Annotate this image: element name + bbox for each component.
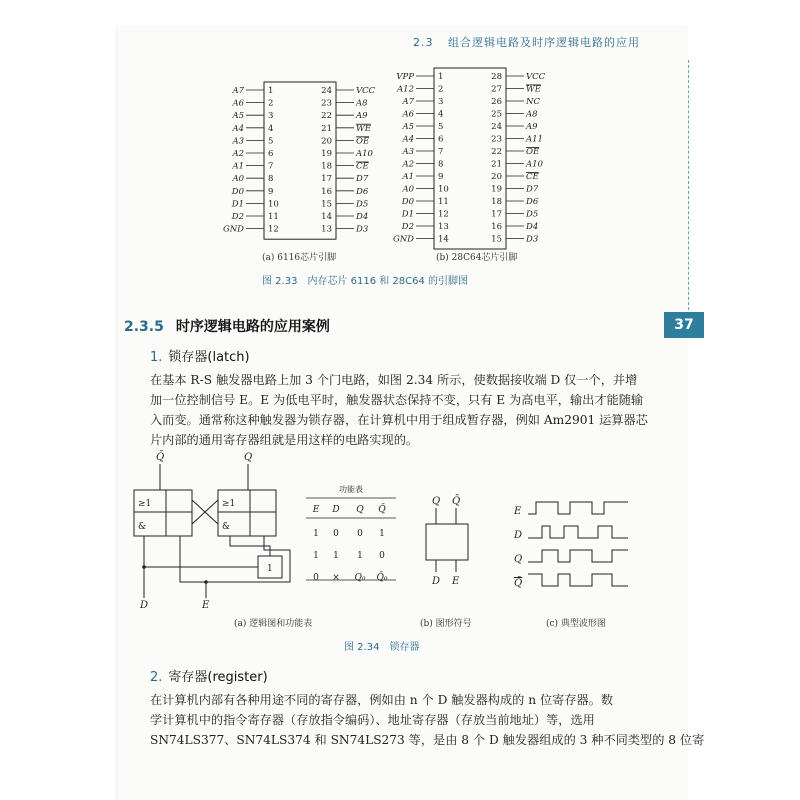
pin-number-right: 23 xyxy=(491,134,502,145)
pin-name-left: A3 xyxy=(402,147,414,157)
pin-name-right: D4 xyxy=(356,212,369,222)
pin-name-right: A11 xyxy=(526,134,543,145)
register-paragraph xyxy=(150,690,705,750)
pin-number-left: 8 xyxy=(438,159,444,170)
table-header-cell: Q xyxy=(356,505,364,515)
pin-number-right: 14 xyxy=(321,212,332,222)
table-cell: 1 xyxy=(357,551,363,561)
pin-name-right: A9 xyxy=(356,111,368,122)
pin-number-left: 3 xyxy=(268,111,274,122)
waveform-trace xyxy=(528,502,628,514)
pin-number-left: 5 xyxy=(268,136,274,147)
pin-name-left: D0 xyxy=(401,197,414,207)
pin-name-right: D5 xyxy=(356,199,369,210)
pin-name-right: A8 xyxy=(356,98,368,109)
pin-name-right: D6 xyxy=(356,186,369,197)
pin-name-right: OE xyxy=(356,136,370,147)
table-cell: 1 xyxy=(313,529,319,539)
margin-dashed-line xyxy=(688,60,689,310)
table-cell: × xyxy=(332,573,340,583)
waveform-label: D xyxy=(514,530,523,541)
or-gate-symbol: ≥1 xyxy=(222,499,236,509)
pin-number-left: 4 xyxy=(268,123,274,134)
pin-name-left: A6 xyxy=(232,98,244,109)
pin-name-left: A6 xyxy=(402,109,414,120)
latch-waveform-diagram xyxy=(514,496,634,592)
pin-number-right: 25 xyxy=(491,109,502,120)
pin-number-right: 19 xyxy=(321,149,332,159)
waveform-label: Q̄ xyxy=(514,578,523,589)
section-title-text: 时序逻辑电路的应用案例 xyxy=(175,319,330,335)
q-output-label: Q xyxy=(244,452,253,463)
pin-name-right: CE xyxy=(526,172,539,182)
pin-number-left: 9 xyxy=(268,186,274,197)
latch-graphic-symbol xyxy=(420,494,480,586)
pin-number-left: 14 xyxy=(438,234,449,245)
pin-number-right: 22 xyxy=(321,111,332,122)
section-number: 2.3.5 xyxy=(124,319,164,335)
pin-name-right: WE xyxy=(356,123,371,134)
caption-logic-and-table: (a) 逻辑图和功能表 xyxy=(234,619,313,629)
pin-name-left: A3 xyxy=(232,136,244,147)
pin-number-right: 21 xyxy=(491,159,502,170)
pin-number-left: 9 xyxy=(438,172,444,182)
figure-2-33-caption: 图 2.33 内存芯片 6116 和 28C64 的引脚图 xyxy=(262,276,469,287)
symbol-q-label: Q xyxy=(432,496,441,507)
pin-name-left: A1 xyxy=(402,172,414,182)
subsection-number: 2. xyxy=(150,670,163,685)
pin-name-right: D4 xyxy=(526,222,539,232)
waveform-label: Q xyxy=(514,554,523,565)
pin-name-right: D5 xyxy=(526,209,539,220)
symbol-d-label: D xyxy=(432,576,441,587)
pin-number-left: 3 xyxy=(438,97,444,107)
running-header xyxy=(118,34,640,50)
pin-name-right: WE xyxy=(526,84,541,95)
junction-dot xyxy=(204,580,208,584)
header-section-number: 2.3 xyxy=(413,36,434,49)
pin-name-left: A4 xyxy=(232,123,244,134)
pin-number-right: 17 xyxy=(491,209,502,220)
pin-number-right: 18 xyxy=(321,161,332,172)
symbol-e-label: E xyxy=(452,576,460,587)
chip-6116-caption: (a) 6116芯片引脚 xyxy=(262,253,337,263)
pin-name-left: A0 xyxy=(232,174,244,185)
pin-name-left: A5 xyxy=(402,122,414,132)
pin-name-right: VCC xyxy=(356,86,376,96)
pin-name-left: D0 xyxy=(231,186,244,197)
pin-name-left: A0 xyxy=(402,184,414,195)
and-gate-symbol: & xyxy=(138,522,147,532)
pin-number-right: 18 xyxy=(491,197,502,207)
table-header-cell: Q̄ xyxy=(378,505,386,515)
and-gate-symbol: & xyxy=(222,522,231,532)
pin-name-left: A7 xyxy=(232,86,244,96)
chip-28c64-diagram xyxy=(392,64,552,254)
section-heading xyxy=(124,316,330,336)
chip-6116-diagram xyxy=(222,78,376,248)
chip-28c64-caption: (b) 28C64芯片引脚 xyxy=(436,253,518,263)
table-cell: Q₀ xyxy=(354,573,366,583)
pin-name-right: A10 xyxy=(526,159,543,170)
table-header-cell: E xyxy=(312,505,320,515)
pin-number-left: 2 xyxy=(438,84,444,95)
table-cell: 1 xyxy=(379,529,385,539)
table-header-cell: D xyxy=(332,505,340,515)
subsection-title: 寄存器(register) xyxy=(168,670,268,685)
pin-number-left: 8 xyxy=(268,174,274,185)
pin-number-right: 22 xyxy=(491,147,502,157)
not-gate-symbol: 1 xyxy=(267,564,273,574)
pin-number-left: 12 xyxy=(438,209,449,220)
pin-number-left: 12 xyxy=(268,224,279,235)
pin-name-right: NC xyxy=(526,97,540,107)
pin-number-left: 7 xyxy=(438,147,444,157)
pin-name-right: D3 xyxy=(356,224,369,235)
pin-name-left: D2 xyxy=(231,212,244,222)
subsection-register-heading xyxy=(150,666,268,685)
pin-name-right: A8 xyxy=(526,109,538,120)
pin-number-left: 10 xyxy=(438,184,449,195)
pin-name-left: D1 xyxy=(401,209,414,220)
pin-number-right: 20 xyxy=(321,136,332,147)
table-cell: 0 xyxy=(313,573,319,583)
subsection-number: 1. xyxy=(150,350,163,365)
waveform-trace xyxy=(528,550,628,562)
table-cell: 0 xyxy=(333,529,339,539)
e-branch-wire xyxy=(206,536,290,582)
subsection-latch-heading xyxy=(150,346,250,365)
pin-name-left: D1 xyxy=(231,199,244,210)
pin-number-right: 19 xyxy=(491,184,502,195)
waveform-trace xyxy=(528,526,628,538)
paragraph-line: 在基本 R-S 触发器电路上加 3 个门电路，如图 2.34 所示，使数据接收端 D 仅一个，并增 xyxy=(150,373,638,387)
pin-name-right: OE xyxy=(526,147,540,157)
table-cell: 0 xyxy=(357,529,363,539)
pin-name-left: A2 xyxy=(232,149,244,159)
junction-dot xyxy=(142,565,146,569)
pin-number-left: 11 xyxy=(268,212,279,222)
pin-name-left: A2 xyxy=(402,159,414,170)
or-gate-symbol: ≥1 xyxy=(138,499,152,509)
pin-number-right: 17 xyxy=(321,174,332,185)
function-table xyxy=(306,484,396,584)
pin-number-left: 2 xyxy=(268,98,274,109)
pin-number-right: 28 xyxy=(491,72,502,82)
pin-number-left: 11 xyxy=(438,197,449,207)
pin-number-left: 10 xyxy=(268,199,279,210)
table-cell: Q̄₀ xyxy=(376,573,388,583)
caption-graphic-symbol: (b) 图形符号 xyxy=(420,619,472,629)
pin-name-right: D7 xyxy=(356,174,369,185)
pin-number-right: 20 xyxy=(491,172,502,182)
symbol-q-bar-label: Q̄ xyxy=(452,496,461,507)
pin-name-left: D2 xyxy=(401,222,414,232)
pin-number-right: 24 xyxy=(491,122,502,132)
table-cell: 0 xyxy=(379,551,385,561)
pin-number-left: 6 xyxy=(438,134,444,145)
pin-name-left: A5 xyxy=(232,111,244,122)
paragraph-line: SN74LS377、SN74LS374 和 SN74LS273 等，是由 8 个 D 触发器组成的 3 种不同类型的 8 位寄 xyxy=(150,733,705,747)
pin-number-right: 27 xyxy=(491,84,502,95)
pin-name-right: VCC xyxy=(526,72,546,82)
q-bar-output-label: Q̄ xyxy=(156,452,165,463)
caption-waveform: (c) 典型波形图 xyxy=(546,619,606,629)
pin-number-right: 16 xyxy=(491,222,502,232)
pin-number-left: 4 xyxy=(438,109,444,120)
pin-name-left: GND xyxy=(222,224,244,235)
pin-number-right: 15 xyxy=(491,234,502,245)
pin-name-right: D7 xyxy=(526,184,539,195)
latch-paragraph xyxy=(150,370,648,450)
pin-number-right: 26 xyxy=(491,97,502,107)
pin-number-right: 24 xyxy=(321,86,332,96)
paragraph-line: 加一位控制信号 E。E 为低电平时，触发器状态保持不变，只有 E 为高电平，输出才能随输 xyxy=(150,393,644,407)
pin-name-right: A10 xyxy=(356,149,373,159)
pin-number-right: 21 xyxy=(321,123,332,134)
paragraph-line: 学计算机中的指令寄存器（存放指令编码）、地址寄存器（存放当前地址）等，选用 xyxy=(150,713,595,727)
pin-name-left: A4 xyxy=(402,134,414,145)
pin-number-right: 13 xyxy=(321,224,332,235)
pin-name-left: A12 xyxy=(397,84,414,95)
pin-number-right: 16 xyxy=(321,186,332,197)
pin-name-left: A1 xyxy=(232,161,244,172)
paragraph-line: 片内部的通用寄存器组就是用这样的电路实现的。 xyxy=(150,433,419,447)
waveform-trace xyxy=(528,574,628,586)
pin-name-left: A7 xyxy=(402,97,414,107)
header-title: 组合逻辑电路及时序逻辑电路的应用 xyxy=(448,36,640,49)
pin-name-left: VPP xyxy=(396,72,414,82)
waveform-label: E xyxy=(514,506,522,517)
subsection-title: 锁存器(latch) xyxy=(168,350,250,365)
pin-name-right: CE xyxy=(356,161,369,172)
e-input-label: E xyxy=(202,600,210,611)
pin-number-left: 1 xyxy=(438,72,444,82)
latch-logic-diagram xyxy=(130,450,300,610)
pin-number-left: 13 xyxy=(438,222,449,232)
pin-name-right: D3 xyxy=(526,234,539,245)
pin-name-left: GND xyxy=(392,234,414,245)
paragraph-line: 入而变。通常称这种触发器为锁存器，在计算机中用于组成暂存器，例如 Am2901 运算器芯 xyxy=(150,413,648,427)
table-cell: 1 xyxy=(333,551,339,561)
paragraph-line: 在计算机内部有各种用途不同的寄存器，例如由 n 个 D 触发器构成的 n 位寄存器。数 xyxy=(150,693,614,707)
pin-number-left: 1 xyxy=(268,86,274,96)
table-cell: 1 xyxy=(313,551,319,561)
page-number-tab: 37 xyxy=(664,312,704,338)
pin-number-right: 23 xyxy=(321,98,332,109)
pin-number-left: 7 xyxy=(268,161,274,172)
pin-number-right: 15 xyxy=(321,199,332,210)
pin-number-left: 5 xyxy=(438,122,444,132)
pin-name-right: A9 xyxy=(526,122,538,132)
d-input-label: D xyxy=(140,600,149,611)
pin-name-right: D6 xyxy=(526,197,539,207)
symbol-body xyxy=(426,524,468,560)
figure-2-34-caption: 图 2.34 锁存器 xyxy=(344,642,420,653)
table-title: 功能表 xyxy=(339,485,363,494)
pin-number-left: 6 xyxy=(268,149,274,159)
